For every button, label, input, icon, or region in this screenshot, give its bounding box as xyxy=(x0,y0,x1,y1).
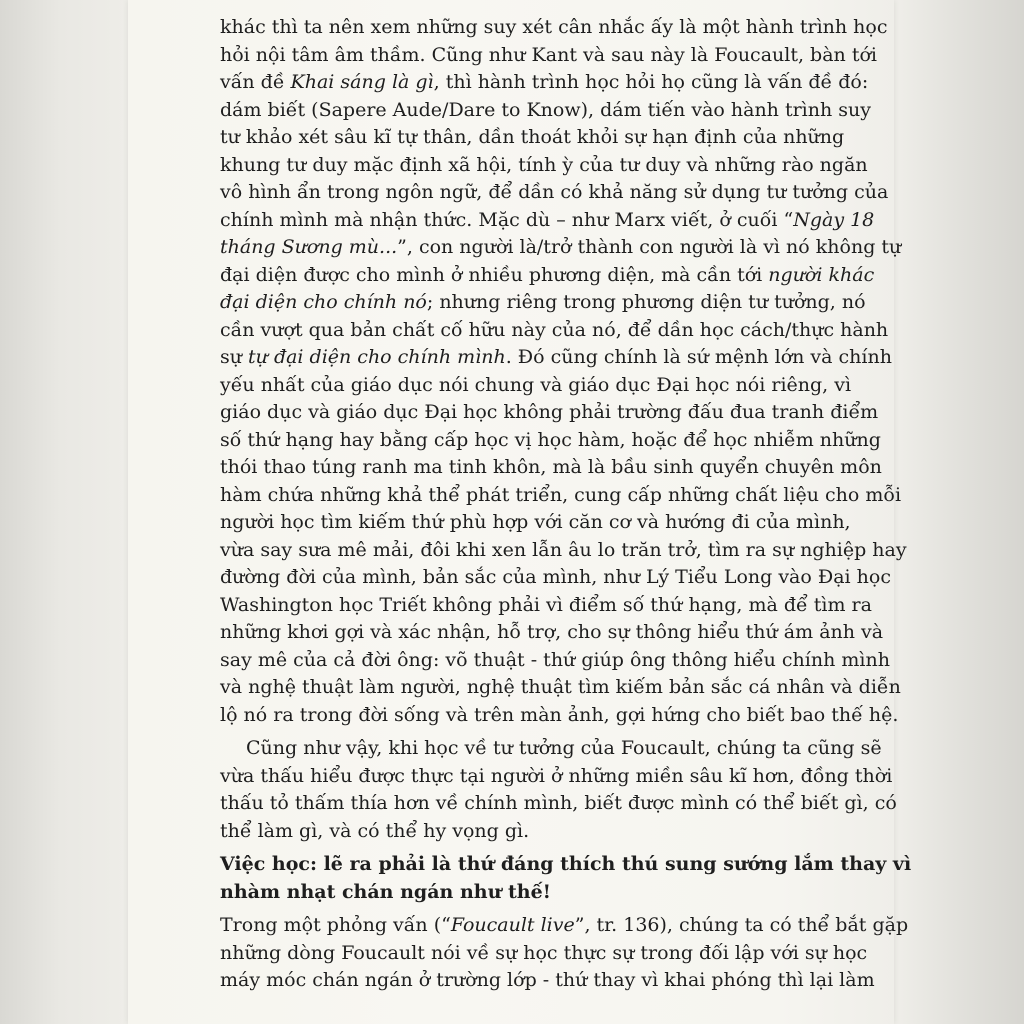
book-page xyxy=(128,0,912,1024)
text-run: Trong một phỏng vấn (“ xyxy=(220,914,451,936)
text-run: yếu nhất của giáo dục nói chung và giáo dục Đại học nói riêng, vì xyxy=(220,373,852,396)
paragraph xyxy=(220,912,909,995)
text-run: đại diện được cho mình ở nhiều phương diện, mà cần tới xyxy=(220,263,769,286)
text-run: , thì hành trình học hỏi họ cũng là vấn đề đó: xyxy=(433,71,869,93)
text-line xyxy=(220,372,852,400)
italic-run: tự đại diện cho chính mình xyxy=(248,346,506,368)
text-line xyxy=(220,42,877,70)
italic-run: tháng Sương mù... xyxy=(220,236,398,258)
text-line xyxy=(220,790,897,818)
italic-run: Ngày 18 xyxy=(793,208,875,231)
italic-run: Foucault live xyxy=(450,914,575,936)
text-run: chính mình mà nhận thức. Mặc dù – như Marx viết, ở cuối “ xyxy=(220,208,794,231)
text-line xyxy=(220,735,882,763)
text-line xyxy=(220,262,875,290)
text-run: số thứ hạng hay bằng cấp học vị học hàm, hoặc để học nhiễm những xyxy=(220,428,881,451)
text-line xyxy=(220,674,901,702)
text-run: giáo dục và giáo dục Đại học không phải trường đấu đua tranh điểm xyxy=(220,401,879,423)
text-line xyxy=(220,564,891,592)
text-line xyxy=(220,940,868,968)
text-line xyxy=(220,967,875,995)
text-line xyxy=(220,912,909,940)
text-run: khác thì ta nên xem những suy xét cân nhắc ấy là một hành trình học xyxy=(220,16,888,38)
text-run: dám biết (Sapere Aude/Dare to Know), dám tiến vào hành trình suy xyxy=(220,98,871,121)
text-line xyxy=(220,619,884,647)
text-line xyxy=(220,702,899,730)
italic-run: người khác xyxy=(768,263,875,286)
text-run: cần vượt qua bản chất cố hữu này của nó, để dần học cách/thực hành xyxy=(220,318,889,341)
text-line xyxy=(220,289,866,317)
text-line xyxy=(220,763,893,791)
text-line xyxy=(220,344,892,372)
text-run: . Đó cũng chính là sứ mệnh lớn và chính xyxy=(505,346,892,368)
text-line xyxy=(220,537,907,565)
text-run: thể làm gì, và có thể hy vọng gì. xyxy=(220,819,530,842)
text-run: sự xyxy=(220,346,249,368)
text-run: đường đời của mình, bản sắc của mình, như Lý Tiểu Long vào Đại học xyxy=(220,566,891,588)
text-run: vừa thấu hiểu được thực tại người ở những miền sâu kĩ hơn, đồng thời xyxy=(220,764,893,787)
text-line xyxy=(220,851,912,879)
text-line xyxy=(220,234,902,262)
text-line xyxy=(220,69,869,97)
text-run: khung tư duy mặc định xã hội, tính ỳ của tư duy và những rào ngăn xyxy=(220,153,868,176)
paragraph xyxy=(220,14,907,729)
text-line xyxy=(220,317,889,345)
text-line xyxy=(220,97,871,125)
text-line xyxy=(220,482,902,510)
text-run: nhàm nhạt chán ngán như thế! xyxy=(220,880,552,903)
text-line xyxy=(220,152,868,180)
text-run: say mê của cả đời ông: võ thuật - thứ giúp ông thông hiểu chính mình xyxy=(220,648,890,671)
text-run: ; nhưng riêng trong phương diện tư tưởng, nó xyxy=(426,291,866,313)
text-line xyxy=(220,427,881,455)
page-text xyxy=(220,14,912,995)
text-run: Cũng như vậy, khi học về tư tưởng của Foucault, chúng ta cũng sẽ xyxy=(246,737,882,759)
text-line xyxy=(220,124,845,152)
text-run: vô hình ẩn trong ngôn ngữ, để dần có khả năng sử dụng tư tưởng của xyxy=(220,181,889,203)
text-line xyxy=(220,454,882,482)
text-run: hỏi nội tâm âm thầm. Cũng như Kant và sau này là Foucault, bàn tới xyxy=(220,43,877,66)
text-run: Washington học Triết không phải vì điểm số thứ hạng, mà để tìm ra xyxy=(220,593,872,616)
italic-run: đại diện cho chính nó xyxy=(220,291,427,313)
section-heading xyxy=(220,851,912,906)
text-run: và nghệ thuật làm người, nghệ thuật tìm kiếm bản sắc cá nhân và diễn xyxy=(220,676,901,698)
text-run: vấn đề xyxy=(220,71,291,93)
text-run: Việc học: lẽ ra phải là thứ đáng thích thú sung sướng lắm thay vì xyxy=(220,853,912,875)
text-run: những dòng Foucault nói về sự học thực sự trong đối lập với sự học xyxy=(220,941,868,964)
paragraph xyxy=(220,735,897,845)
text-run: vừa say sưa mê mải, đôi khi xen lẫn âu lo trăn trở, tìm ra sự nghiệp hay xyxy=(220,538,907,561)
text-run: tư khảo xét sâu kĩ tự thân, dần thoát khỏi sự hạn định của những xyxy=(220,126,845,148)
italic-run: Khai sáng là gì xyxy=(290,71,434,93)
text-run: người học tìm kiếm thứ phù hợp với căn cơ và hướng đi của mình, xyxy=(220,511,851,533)
text-run: máy móc chán ngán ở trường lớp - thứ thay vì khai phóng thì lại làm xyxy=(220,969,875,991)
text-run: thấu tỏ thấm thía hơn về chính mình, biết được mình có thể biết gì, có xyxy=(220,792,897,814)
text-run: ”, tr. 136), chúng ta có thể bắt gặp xyxy=(574,914,909,936)
text-line xyxy=(220,647,890,675)
text-line xyxy=(220,509,851,537)
text-run: những khơi gợi và xác nhận, hỗ trợ, cho sự thông hiểu thứ ám ảnh và xyxy=(220,621,884,643)
text-run: hàm chứa những khả thể phát triển, cung cấp những chất liệu cho mỗi xyxy=(220,483,902,506)
text-run: lộ nó ra trong đời sống và trên màn ảnh, gợi hứng cho biết bao thế hệ. xyxy=(220,703,899,726)
text-run: thói thao túng ranh ma tinh khôn, mà là bầu sinh quyển chuyên môn xyxy=(220,456,882,478)
text-line xyxy=(220,179,889,207)
text-line xyxy=(220,818,813,846)
text-line xyxy=(220,14,888,42)
text-line xyxy=(220,592,872,620)
text-line xyxy=(220,399,879,427)
text-line xyxy=(220,879,813,907)
text-run: ”, con người là/trở thành con người là vì nó không tự xyxy=(397,236,902,258)
text-line xyxy=(220,207,875,235)
